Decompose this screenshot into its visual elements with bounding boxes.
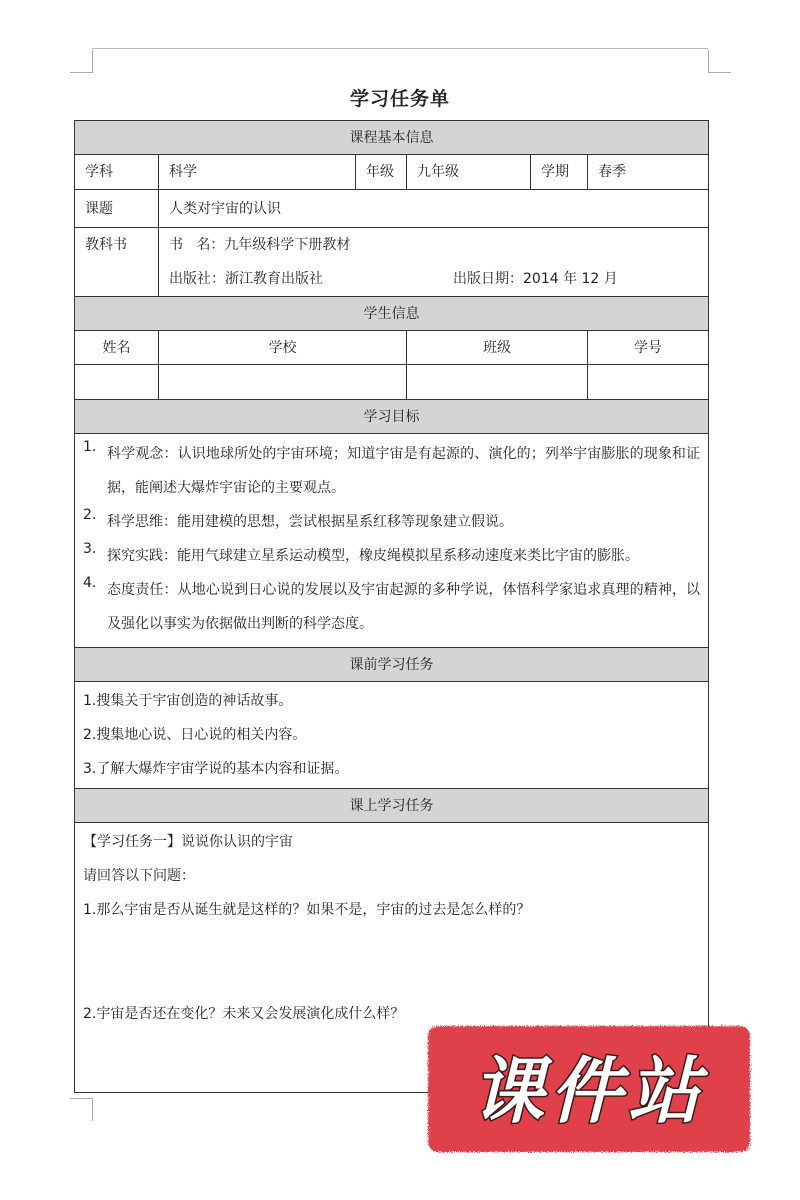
pre-class-tasks-list xyxy=(75,682,709,789)
column-header-name: 姓名 xyxy=(75,331,159,365)
topic-value: 人类对宇宙的认识 xyxy=(159,190,709,228)
subject-label: 学科 xyxy=(75,155,159,190)
pre-class-task-item: 2.搜集地心说、日心说的相关内容。 xyxy=(83,727,307,743)
header-rule xyxy=(92,48,708,49)
pre-class-task-item: 1.搜集关于宇宙创造的神话故事。 xyxy=(83,693,293,709)
question-1: 1.那么宇宙是否从诞生就是这样的？如果不是，宇宙的过去是怎么样的？ xyxy=(83,902,531,918)
goal-item: 2. 科学思维：能用建模的思想，尝试根据星系红移等现象建立假说。 xyxy=(83,507,513,530)
in-class-tasks-header: 课上学习任务 xyxy=(75,789,709,823)
column-header-school: 学校 xyxy=(159,331,407,365)
learning-goals-header: 学习目标 xyxy=(75,400,709,434)
class-cell[interactable] xyxy=(407,365,588,400)
book-name: 书 名：九年级科学下册教材 xyxy=(169,237,351,253)
corner-mark-bottom-left xyxy=(70,1098,93,1121)
question-2: 2.宇宙是否还在变化？未来又会发展演化成什么样？ xyxy=(83,1006,405,1022)
course-info-header: 课程基本信息 xyxy=(75,121,709,155)
textbook-info xyxy=(159,228,709,297)
answer-space-1[interactable] xyxy=(83,927,700,997)
student-id-cell[interactable] xyxy=(588,365,709,400)
answer-prompt: 请回答以下问题： xyxy=(83,868,195,884)
publisher: 出版社：浙江教育出版社 xyxy=(169,271,323,287)
pre-class-tasks-header: 课前学习任务 xyxy=(75,648,709,682)
page-title: 学习任务单 xyxy=(349,88,450,110)
corner-mark-top-left xyxy=(70,50,93,73)
task-form-table xyxy=(74,120,709,1093)
publish-date: 出版日期：2014 年 12 月 xyxy=(453,271,618,287)
textbook-label: 教科书 xyxy=(75,228,159,297)
watermark-text: 课件站 xyxy=(471,1049,707,1133)
school-cell[interactable] xyxy=(159,365,407,400)
column-header-student-id: 学号 xyxy=(588,331,709,365)
term-label: 学期 xyxy=(531,155,588,190)
learning-goals-list xyxy=(75,434,709,648)
student-info-header: 学生信息 xyxy=(75,297,709,331)
column-header-class: 班级 xyxy=(407,331,588,365)
watermark-stamp xyxy=(418,1018,758,1160)
subject-value: 科学 xyxy=(159,155,356,190)
name-cell[interactable] xyxy=(75,365,159,400)
grade-value: 九年级 xyxy=(407,155,531,190)
goal-item: 1. 科学观念：认识地球所处的宇宙环境；知道宇宙是有起源的、演化的；列举宇宙膨胀的现象和证据，能阐述大爆炸宇宙论的主要观点。 xyxy=(83,439,701,496)
publisher-row xyxy=(169,269,698,289)
topic-label: 课题 xyxy=(75,190,159,228)
corner-mark-top-right xyxy=(708,50,731,73)
pre-class-task-item: 3.了解大爆炸宇宙学说的基本内容和证据。 xyxy=(83,761,349,777)
task-one-title: 【学习任务一】说说你认识的宇宙 xyxy=(83,834,293,850)
goal-item: 3. 探究实践：能用气球建立星系运动模型，橡皮绳模拟星系移动速度来类比宇宙的膨胀。 xyxy=(83,541,639,564)
term-value: 春季 xyxy=(588,155,709,190)
goal-item: 4. 态度责任：从地心说到日心说的发展以及宇宙起源的多种学说，体悟科学家追求真理的精神，以及强化以事实为依据做出判断的科学态度。 xyxy=(83,575,701,632)
grade-label: 年级 xyxy=(356,155,407,190)
